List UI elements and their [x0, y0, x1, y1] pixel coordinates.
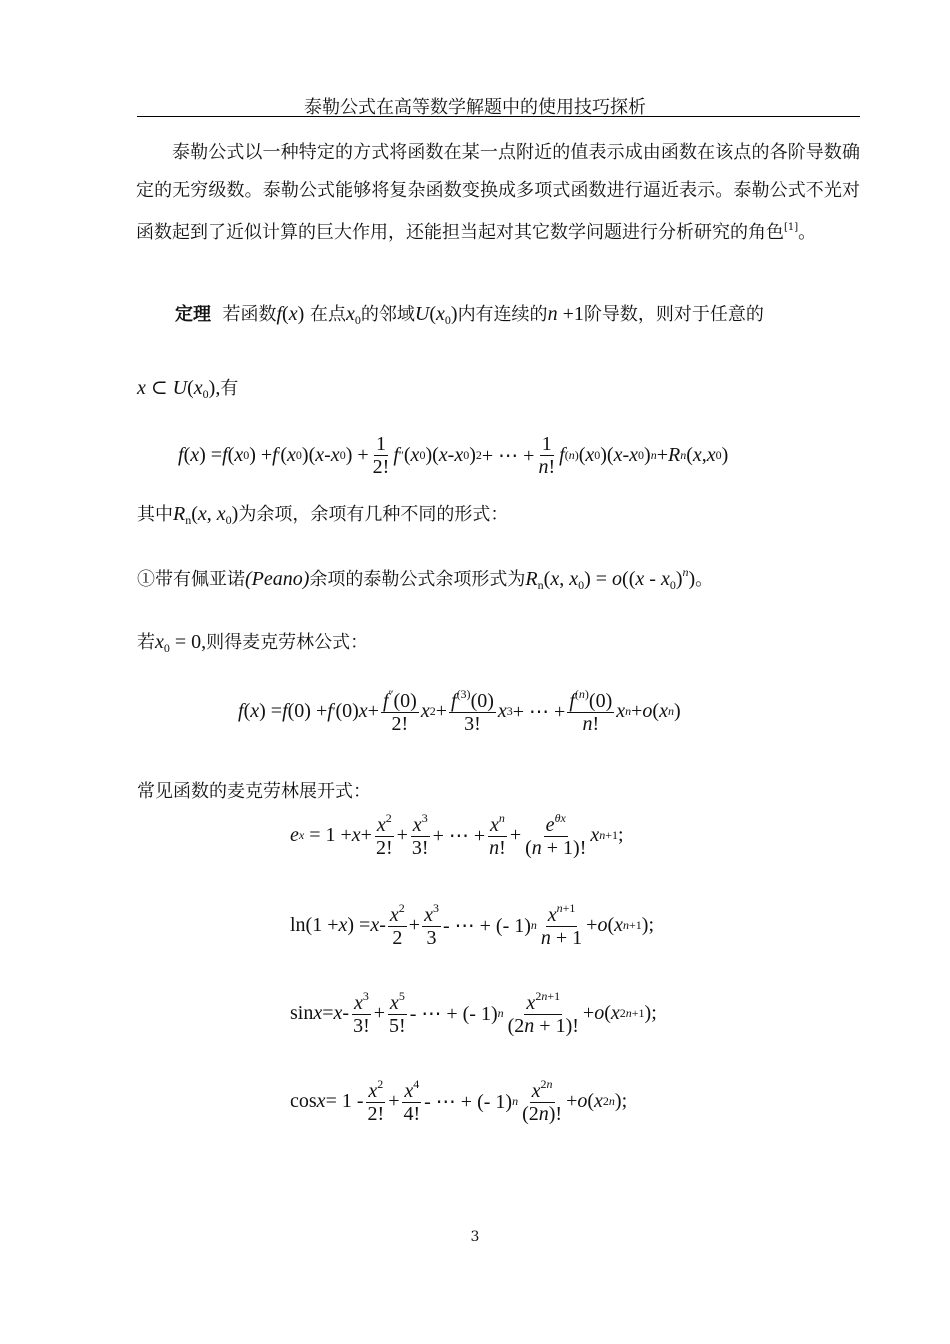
theorem-continuation: x ⊂ $U(x_0)$,有: [137, 377, 239, 401]
theorem-text-2: 在点: [309, 304, 346, 325]
intro-paragraph: [136, 134, 860, 252]
math-n-plus-1: n: [547, 303, 558, 325]
exp-expansion: e x = 1 + x + $\frac{x^2}{2!}$ + $\frac{x^3}{3!}$ + ⋯ + $\frac{x^n}{n!}$ + $\frac{e^{\theta x}}{(n + 1)!}$ x n+1 ;: [290, 811, 624, 859]
peano-end: 。: [695, 569, 714, 590]
peano-line: ①带有佩亚诺(Peano)余项的泰勒公式余项形式为$R_n(x$, $x_0) = o((x - x_0)^n)$。: [137, 565, 714, 592]
remainder-prefix: 其中: [137, 504, 173, 525]
page-number: 3: [470, 1229, 480, 1245]
maclaurin-formula: f ( x ) = f (0) + f ′ (0) x + $\frac{f''(0)}{2!}$ x 2 + $\frac{f^{(3)}(0)}{3!}$ x 3 + ⋯ + $\frac{f^{(n)}(0)}{n!}$ x n + o ( x n ): [238, 687, 681, 735]
cos-expansion: cos x = 1 - $\frac{x^2}{2!}$ + $\frac{x^4}{4!}$ - ⋯ + (- 1) n $\frac{x^{2n}}{(2n)!}$ + o ( x 2n );: [290, 1077, 628, 1125]
peano-name: (Peano): [245, 568, 310, 590]
remainder-line: 其中$R_n(x$, $x_0$)为余项，余项有几种不同的形式：: [137, 503, 509, 527]
citation-mark: [1]: [784, 222, 799, 233]
theorem-text-3: 的邻域: [360, 304, 415, 325]
theorem-text-5: 阶导数，则对于任意的: [583, 304, 764, 325]
peano-prefix: ①带有佩亚诺: [137, 569, 245, 590]
intro-text: 泰勒公式以一种特定的方式将函数在某一点附近的值表示成由函数在该点的各阶导数确定的无穷级数。泰勒公式能够将复杂函数变换成多项式函数进行逼近表示。泰勒公式不光对函数起到了近似计算的巨大作用，还能担当起对其它数学问题进行分析研究的角色: [136, 142, 860, 243]
theorem-label: 定理: [175, 304, 211, 325]
maclaurin-prefix: 若: [137, 632, 155, 653]
math-x0: $x_0$: [345, 303, 361, 327]
expansions-title: 常见函数的麦克劳林展开式：: [137, 781, 371, 802]
theorem-line: 定理 若函数f(x) 在点$x_0$的邻域$U(x_0)$内有连续的n +1阶导数，则对于任意的: [175, 303, 764, 327]
running-header: 泰勒公式在高等数学解题中的使用技巧探析: [304, 97, 646, 118]
maclaurin-condition: 若$x_0 = 0$,则得麦克劳林公式：: [137, 631, 369, 655]
taylor-formula: f ( x ) = f ( x 0 ) + f ′ ( x 0 )( x - x 0 ) + $\frac{1}{2!}$ f ″ ( x 0 )( x - x 0 ) 2 + ⋯ + $\frac{1}{n!}$ f (n) ( x 0 )( x - x 0 ) n + R n ( x , x 0 ): [178, 433, 729, 478]
remainder-suffix: 为余项，余项有几种不同的形式：: [238, 504, 509, 525]
math-neighborhood: U: [414, 303, 430, 325]
header-rule: [137, 116, 860, 117]
math-fx: f: [276, 303, 283, 325]
maclaurin-suffix: 则得麦克劳林公式：: [206, 632, 369, 653]
theorem-cont-text: 有: [220, 378, 239, 399]
theorem-text-4: 内有连续的: [457, 304, 548, 325]
peano-middle: 余项的泰勒公式余项形式为: [309, 569, 526, 590]
sin-expansion: sin x = x - $\frac{x^3}{3!}$ + $\frac{x^5}{5!}$ - ⋯ + (- 1) n $\frac{x^{2n+1}}{(2n + 1)!}$ + o ( x 2n+1 );: [290, 989, 657, 1037]
theorem-text-1: 若函数: [222, 304, 277, 325]
ln-expansion: ln(1 + x ) = x - $\frac{x^2}{2}$ + $\frac{x^3}{3}$ - ⋯ + (- 1) n $\frac{x^{n+1}}{n + 1}$ + o ( x n+1 );: [290, 901, 655, 949]
intro-end: 。: [798, 222, 817, 243]
